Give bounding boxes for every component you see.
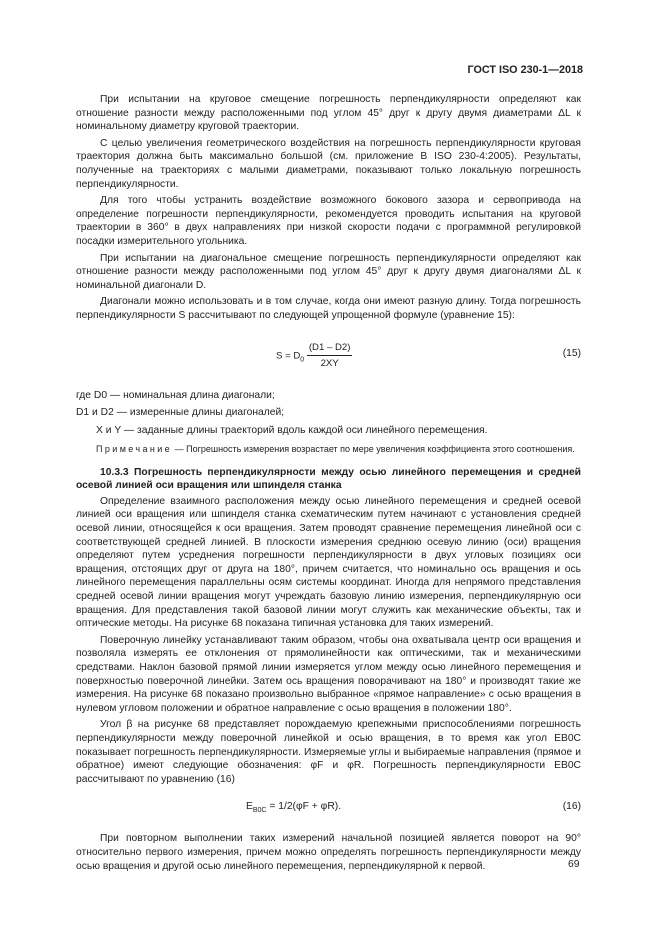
- definitions-list: [76, 389, 581, 438]
- equation-16-rhs: = 1/2(φF + φR).: [266, 801, 342, 813]
- paragraph-straightedge: Поверочную линейку устанавливают таким образом, чтобы она охватывала центр оси вращения и позволяла измерять ее отклонения от прямолинейности как оптическими, так и механическими средствами. Наклон базовой прямой линии измеряется углом между осью линейного перемещения и поверхностью поверочной линейки. Затем ось вращения поворачивают на 180° и производят такие же измерения. На рисунке 68 показано произвольно выбранное «прямое направление» с осью вращения в нулевом угловом положении и обратное направление с осью вращения в положении 180°.: [76, 634, 581, 714]
- equation-15-denominator: 2XY: [320, 358, 339, 370]
- equation-15-lhs-sub: 0: [300, 356, 305, 364]
- equation-16-expression: [246, 800, 341, 818]
- equation-15-numerator: (D1 – D2): [307, 341, 353, 357]
- definition-d1-d2: D1 и D2 — измеренные длины диагоналей;: [76, 407, 285, 419]
- equation-15-fraction: [307, 341, 353, 371]
- equation-15-expression: [276, 341, 352, 371]
- note-text: — Погрешность измерения возрастает по мере увеличения коэффициента этого соотношения.: [172, 444, 575, 455]
- equation-16-number: (16): [562, 801, 581, 813]
- document-body: [76, 93, 581, 876]
- definition-d0: где D0 — номинальная длина диагонали;: [76, 389, 275, 401]
- equation-15: [76, 335, 581, 375]
- equation-15-lhs: S = D: [276, 350, 301, 362]
- equation-16-lhs-sub: B0C: [252, 807, 267, 815]
- note-label: Примечание: [96, 444, 173, 455]
- paragraph-angle-beta: Угол β на рисунке 68 представляет порождаемую крепежными приспособлениями погрешность перпендикулярности между поверочной линейкой и осью вращения, в то время как угол EB0C показывает погрешность перпендикулярности. Измеряемые углы и выбираемые направления (прямое и обратное) имеют следующие обозначения: φF и φR. Погрешность перпендикулярности EB0C рассчитывают по уравнению (16): [76, 719, 581, 785]
- note-block: [76, 443, 581, 455]
- paragraph-diagonal-test: При испытании на диагональное смещение погрешность перпендикулярности определяют как отношение разности между расположенными под углом 45° друг к другу двумя диагоналями ΔL к номинальной диагонали D.: [76, 252, 581, 291]
- paragraph-trajectory-size: С целью увеличения геометрического воздействия на погрешность перпендикулярности круговая траектория должна быть максимально большой (см. приложение B ISO 230-4:2005). Результаты, полученные на траекториях с малыми диаметрами, показывают только локальную погрешность перпендикулярности.: [76, 137, 581, 190]
- definition-x-y: X и Y — заданные длины траекторий вдоль каждой оси линейного перемещения.: [96, 424, 488, 436]
- paragraph-backlash: Для того чтобы устранить воздействие возможного бокового зазора и сервопривода на определение погрешности перпендикулярности, рекомендуется проводить испытания на круговой траектории в 360° в двух направлениях при низкой скорости подачи с программной регулировкой посадки измерительного угольника.: [76, 195, 581, 247]
- standard-header: ГОСТ ISO 230-1—2018: [467, 64, 583, 76]
- paragraph-repeat-measurement: При повторном выполнении таких измерений начальной позицией является поворот на 90° относительно первого измерения, причем можно определять погрешность перпендикулярности между осью вращения и другой осью линейного перемещения, перпендикулярной к первой.: [76, 833, 581, 872]
- paragraph-diagonal-formula-intro: Диагонали можно использовать и в том случае, когда они имеют разную длину. Тогда погрешность перпендикулярности S рассчитывают по следующей упрощенной формуле (уравнение 15):: [76, 296, 581, 321]
- equation-16-lhs: E: [246, 801, 253, 813]
- section-heading-10-3-3: 10.3.3 Погрешность перпендикулярности между осью линейного перемещения и средней осевой линией оси вращения или шпинделя станка: [76, 466, 581, 492]
- paragraph-circular-test: При испытании на круговое смещение погрешность перпендикулярности определяют как отношение разности между расположенными под углом 45° друг к другу двумя диаметрами ΔL к номинальному диаметру круговой траектории.: [76, 94, 581, 133]
- page-number: 69: [568, 859, 580, 870]
- paragraph-axis-determination: Определение взаимного расположения между осью линейного перемещения и средней осевой линией оси вращения или шпинделя станка схематическим путем начинают с установления средней осевой линии, относящейся к оси вращения. Затем проводят сравнение перемещения линейной оси с соответствующей средней линией. В плоскости измерения среднюю осевую линию (оси) вращения определяют путем усреднения погрешности перпендикулярности в двух угловых позициях оси вращения, отстоящих друг от друга на 180°, причем считается, что номинально ось вращения и ось линейного перемещения параллельны осям системы координат. Иногда для непрямого представления средней осевой линии вращения могут учреждать базовую линию измерения, перпендикулярную оси вращения. Для представления такой базовой линии могут служить как механические объекты, так и оптические методы. На рисунке 68 показана типичная установка для таких измерений.: [76, 495, 581, 630]
- equation-15-number: (15): [562, 347, 581, 359]
- equation-16: [76, 796, 581, 822]
